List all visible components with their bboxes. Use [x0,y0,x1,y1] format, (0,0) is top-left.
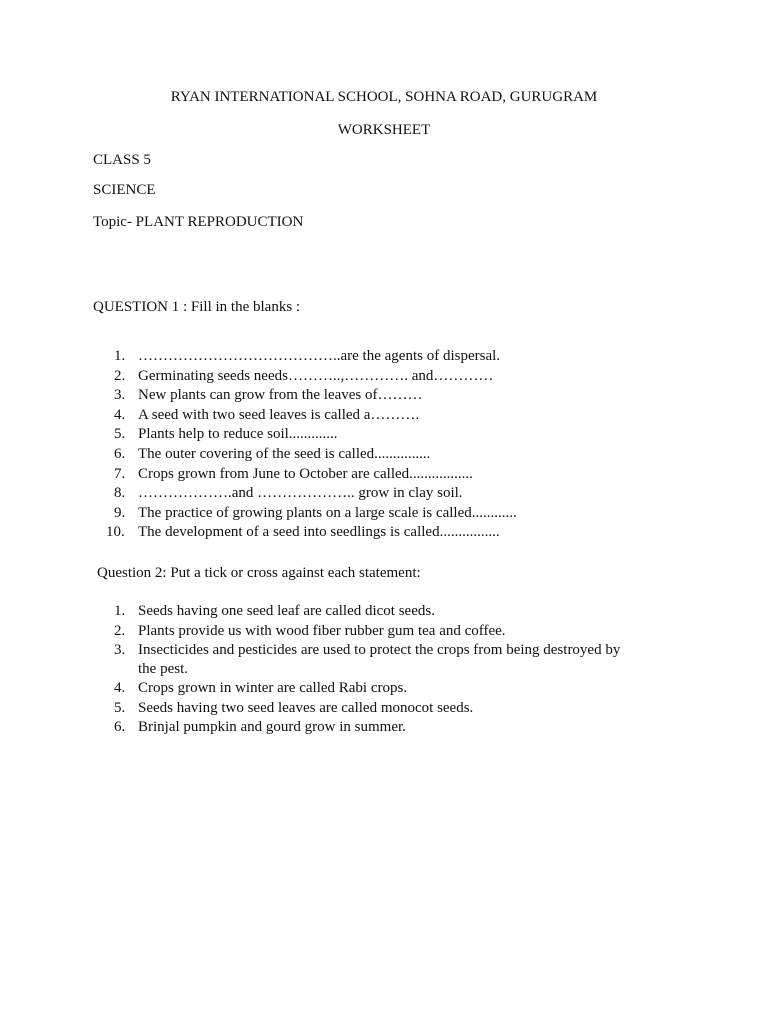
worksheet-title: WORKSHEET [337,122,431,138]
item-text: Seeds having two seed leaves are called monocot seeds. [138,699,474,716]
list-item [114,622,658,642]
item-text: ……………….and ……………….. grow in clay soil. [138,485,463,502]
list-item [114,347,658,367]
class-label: CLASS 5 [93,152,151,168]
item-text: Crops grown in winter are called Rabi crops. [138,680,408,696]
item-number: 1. [114,348,126,364]
question-1-list [106,347,658,543]
item-number: 2. [114,367,126,384]
topic-label: Topic- PLANT REPRODUCTION [93,214,304,230]
item-text: …………………………………..are the agents of dispersal. [138,348,501,364]
item-number: 3. [114,642,126,658]
list-item [114,699,658,719]
item-number: 7. [114,465,126,482]
item-number: 3. [114,387,126,404]
list-item [114,504,658,524]
list-item [114,425,658,445]
item-text: Plants help to reduce soil............. [138,426,338,443]
item-number: 4. [114,680,126,696]
subject-label: SCIENCE [93,182,156,198]
item-number: 4. [114,406,126,423]
item-number: 9. [114,504,126,521]
question-1-heading: QUESTION 1 : Fill in the blanks : [93,299,301,315]
item-text: Germinating seeds needs………..,…………. and………… [138,367,494,384]
list-item [114,367,658,387]
item-text: A seed with two seed leaves is called a………. [138,406,420,423]
list-item [114,406,658,426]
list-item [114,484,658,504]
list-item [114,602,658,622]
question-2-list [114,602,658,738]
item-number: 8. [114,485,126,502]
list-item [106,523,658,543]
list-item [114,386,658,406]
school-title: RYAN INTERNATIONAL SCHOOL, SOHNA ROAD, GURUGRAM [170,89,598,105]
item-number: 2. [114,622,126,639]
list-item [114,718,658,738]
item-number: 1. [114,603,126,619]
item-number: 5. [114,699,126,716]
item-text: Brinjal pumpkin and gourd grow in summer. [138,719,406,735]
item-text: Insecticides and pesticides are used to protect the crops from being destroyed by the pest. [138,642,621,677]
item-number: 6. [114,719,126,735]
list-item [114,465,658,485]
item-text: The practice of growing plants on a large scale is called............ [138,504,517,521]
item-text: Plants provide us with wood fiber rubber gum tea and coffee. [138,622,506,639]
item-number: 10. [106,524,125,541]
item-text: Seeds having one seed leaf are called dicot seeds. [138,603,435,619]
question-2-heading: Question 2: Put a tick or cross against each statement: [97,565,421,581]
item-text: New plants can grow from the leaves of……… [138,387,423,404]
list-item [114,679,658,699]
list-item [114,445,658,465]
item-number: 5. [114,426,126,443]
item-number: 6. [114,445,126,462]
item-text: The development of a seed into seedlings is called................ [138,524,500,541]
list-item [114,641,658,679]
item-text: Crops grown from June to October are called................. [138,465,473,482]
item-text: The outer covering of the seed is called............... [138,445,431,462]
